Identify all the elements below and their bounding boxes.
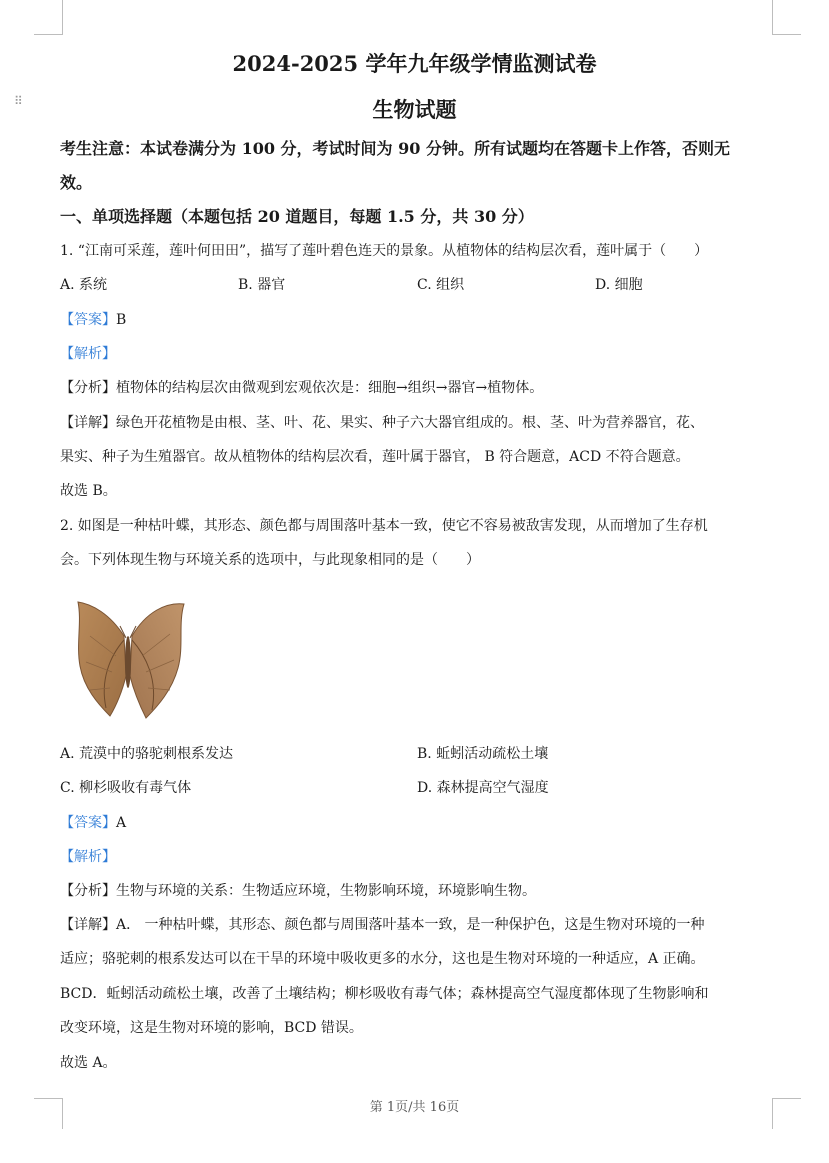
notice-line-1: 考生注意：本试卷满分为 100 分，考试时间为 90 分钟。所有试题均在答题卡上作答，否则无 [60,139,730,158]
q1-answer [60,309,126,329]
q1-xiangjie-tag: 【详解】 [60,415,116,431]
q1-xiangjie-1 [60,412,704,432]
crop-mark-top-left [34,0,63,35]
q2-stem-1: 2. 如图是一种枯叶蝶，其形态、颜色都与周围落叶基本一致，使它不容易被敌害发现，从而增加了生存机 [60,518,708,534]
q2-xiangjie-2: 适应；骆驼刺的根系发达可以在干旱的环境中吸收更多的水分，这也是生物对环境的一种适应，A 正确。 [60,951,705,967]
q2-option-d: D. 森林提高空气湿度 [417,780,549,796]
q1-option-b: B. 器官 [238,277,286,293]
section-heading: 一、单项选择题（本题包括 20 道题目，每题 1.5 分，共 30 分） [60,207,534,226]
q2-analysis [60,846,116,866]
q2-option-b: B. 蚯蚓活动疏松土壤 [417,746,549,762]
q1-fenxi-tag: 【分析】 [60,380,116,396]
q1-answer-tag: 【答案】 [60,312,116,328]
q2-fenxi-text: 生物与环境的关系：生物适应环境，生物影响环境，环境影响生物。 [116,883,536,899]
notice-line-2: 效。 [60,173,93,192]
q2-xiangjie-tag: 【详解】 [60,917,116,933]
q2-option-a: A. 荒漠中的骆驼刺根系发达 [60,746,234,762]
q1-conclusion: 故选 B。 [60,483,117,499]
q1-option-c: C. 组织 [417,277,465,293]
q1-xiangjie-text-1: 绿色开花植物是由根、茎、叶、花、果实、种子六大器官组成的。根、茎、叶为营养器官，花、 [116,415,704,431]
q1-fenxi-text: 植物体的结构层次由微观到宏观依次是：细胞→组织→器官→植物体。 [116,380,544,396]
q2-xiangjie-1 [60,914,705,934]
q2-analysis-tag: 【解析】 [60,849,116,865]
page-title: 2024-2025 学年九年级学情监测试卷 [232,51,597,76]
q1-analysis [60,343,116,363]
dead-leaf-butterfly-image [66,596,196,724]
q1-analysis-tag: 【解析】 [60,346,116,362]
q1-option-a: A. 系统 [60,277,108,293]
q2-conclusion: 故选 A。 [60,1055,117,1071]
q2-xiangjie-3: BCD．蚯蚓活动疏松土壤，改善了土壤结构；柳杉吸收有毒气体；森林提高空气湿度都体现了生物影响和 [60,986,709,1002]
q1-option-d: D. 细胞 [595,277,643,293]
drag-handle-icon[interactable]: ⠿ [14,94,24,108]
q2-option-c: C. 柳杉吸收有毒气体 [60,780,192,796]
q2-xiangjie-4: 改变环境，这是生物对环境的影响，BCD 错误。 [60,1020,363,1036]
page-subtitle: 生物试题 [372,97,457,122]
q1-stem: 1. “江南可采莲，莲叶何田田”，描写了莲叶碧色连天的景象。从植物体的结构层次看，莲叶属于（ ） [60,243,709,259]
q2-answer [60,812,126,832]
q1-fenxi [60,377,543,397]
q2-answer-tag: 【答案】 [60,815,116,831]
q2-fenxi-tag: 【分析】 [60,883,116,899]
page-number: 第 1页/共 16页 [369,1100,460,1115]
q1-xiangjie-2: 果实、种子为生殖器官。故从植物体的结构层次看，莲叶属于器官， B 符合题意，ACD 不符合题意。 [60,449,690,465]
q2-answer-value: A [116,815,127,831]
q1-answer-value: B [116,312,127,328]
q2-xiangjie-text-1: A． 一种枯叶蝶，其形态、颜色都与周围落叶基本一致，是一种保护色，这是生物对环境的一种 [116,917,705,933]
q2-fenxi [60,880,536,900]
q2-stem-2: 会。下列体现生物与环境关系的选项中，与此现象相同的是（ ） [60,552,480,568]
crop-mark-top-right [772,0,801,35]
